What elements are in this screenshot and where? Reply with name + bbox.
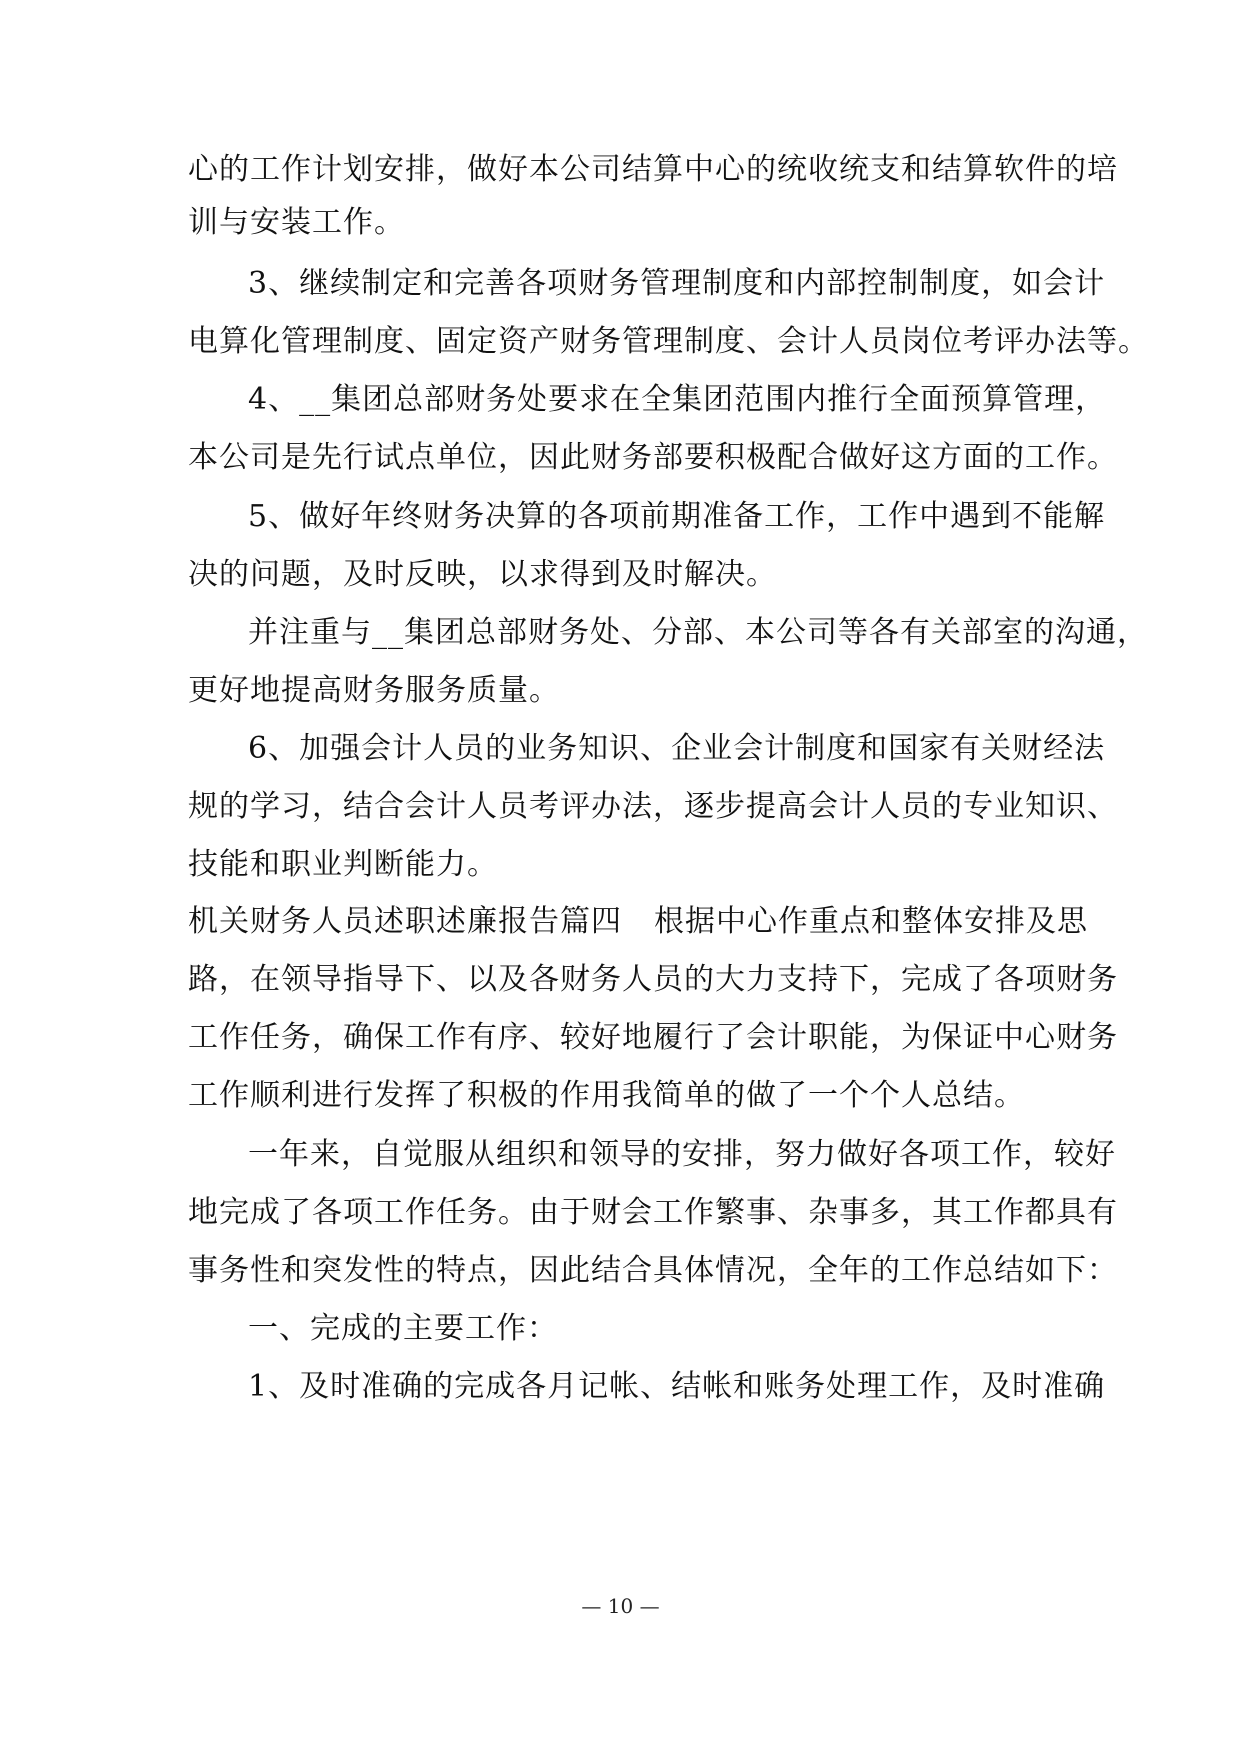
text-line: 4、__集团总部财务处要求在全集团范围内推行全面预算管理， [248, 382, 1107, 417]
text-line: 根据中心作重点和整体安排及思 [654, 904, 1088, 939]
text-line: 路，在领导指导下、以及各财务人员的大力支持下，完成了各项财务 [188, 962, 1118, 997]
text-line: 更好地提高财务服务质量。 [188, 673, 560, 708]
text-line: 3、继续制定和完善各项财务管理制度和内部控制制度，如会计 [248, 266, 1106, 301]
text-line: 并注重与__集团总部财务处、分部、本公司等各有关部室的沟通， [248, 615, 1148, 650]
text-line: 地完成了各项工作任务。由于财会工作繁事、杂事多，其工作都具有 [188, 1195, 1118, 1230]
text-line: 规的学习，结合会计人员考评办法，逐步提高会计人员的专业知识、 [188, 789, 1118, 824]
text-line: 工作任务，确保工作有序、较好地履行了会计职能，为保证中心财务 [188, 1020, 1118, 1055]
text-line: 决的问题，及时反映，以求得到及时解决。 [188, 557, 777, 592]
text-line: 心的工作计划安排，做好本公司结算中心的统收统支和结算软件的培 [188, 152, 1118, 187]
text-line: 本公司是先行试点单位，因此财务部要积极配合做好这方面的工作。 [188, 440, 1118, 475]
text-line: 技能和职业判断能力。 [188, 847, 498, 882]
text-line: 训与安装工作。 [188, 205, 405, 240]
text-line: 一年来，自觉服从组织和领导的安排，努力做好各项工作，较好 [248, 1137, 1116, 1172]
text-line: 事务性和突发性的特点，因此结合具体情况，全年的工作总结如下： [188, 1253, 1118, 1288]
text-line: 5、做好年终财务决算的各项前期准备工作，工作中遇到不能解 [248, 499, 1106, 534]
text-line: 电算化管理制度、固定资产财务管理制度、会计人员岗位考评办法等。 [188, 324, 1149, 359]
text-line: 一、完成的主要工作： [248, 1311, 558, 1346]
text-line: 6、加强会计人员的业务知识、企业会计制度和国家有关财经法 [248, 731, 1106, 766]
page-number: — 10 — [581, 1594, 660, 1618]
section-heading: 机关财务人员述职述廉报告篇四 [188, 904, 622, 939]
section-heading-line [188, 902, 1088, 942]
text-line: 工作顺利进行发挥了积极的作用我简单的做了一个个人总结。 [188, 1078, 1025, 1113]
text-line: 1、及时准确的完成各月记帐、结帐和账务处理工作，及时准确 [248, 1369, 1106, 1404]
